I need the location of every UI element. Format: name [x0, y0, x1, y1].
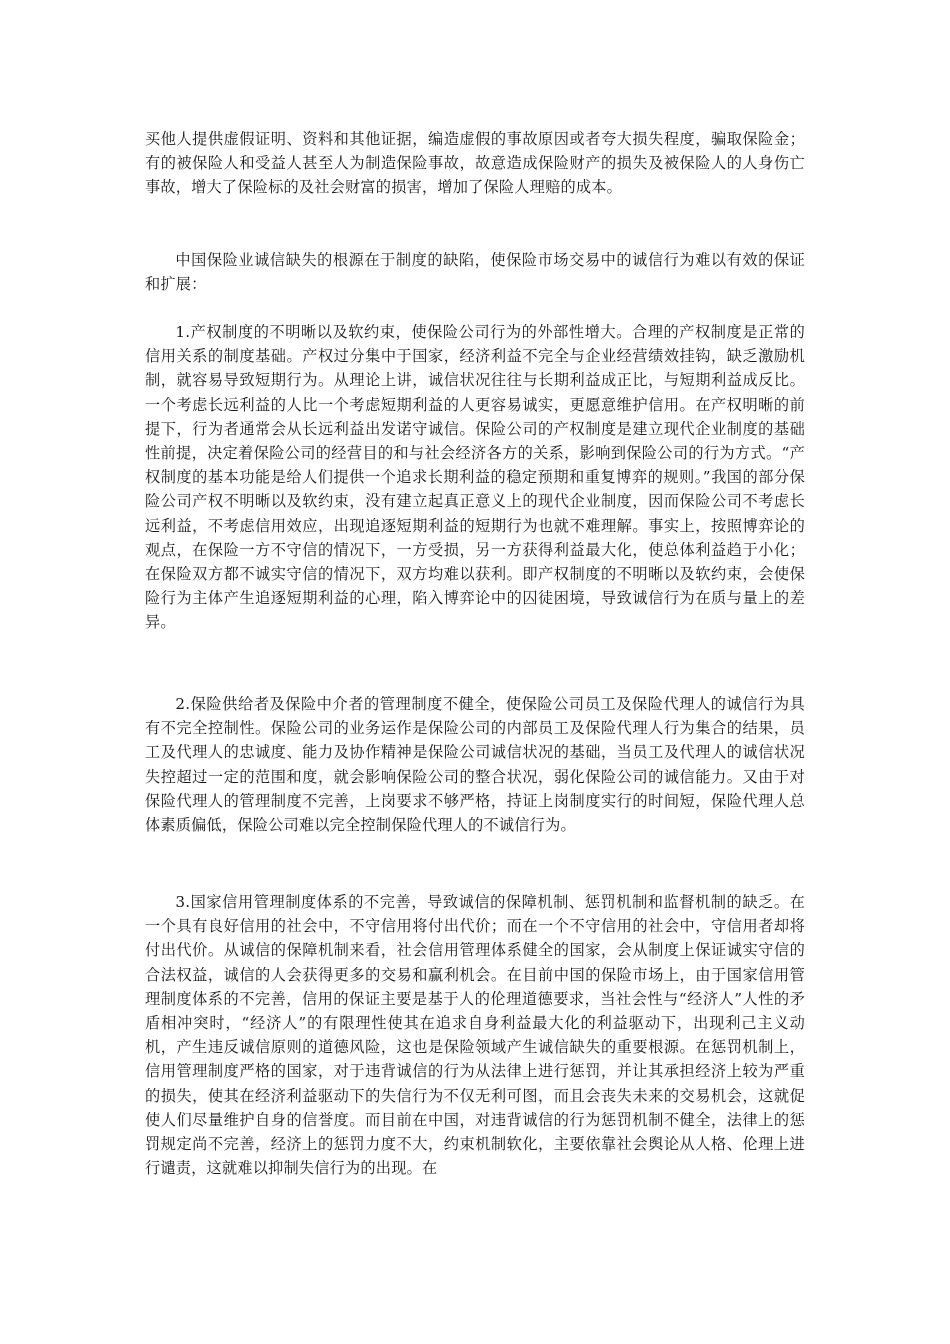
paragraph-text: 3.国家信用管理制度体系的不完善，导致诚信的保障机制、惩罚机制和监督机制的缺乏。在一个具有良好信用的社会中，不守信用将付出代价；而在一个不守信用的社会中，守信用者却将付出代价。从诚信的保障机制来看，社会信用管理体系健全的国家，会从制度上保证诚实守信的合法权益，诚信的人会获得更多的交易和赢利机会。在目前中国的保险市场上，由于国家信用管理制度体系的不完善，信用的保证主要是基于人的伦理道德要求，当社会性与“经济人”人性的矛盾相冲突时，“经济人”的有限理性使其在追求自身利益最大化的利益驱动下，出现利己主义动机，产生违反诚信原则的道德风险，这也是保险领域产生诚信缺失的重要根源。在惩罚机制上，信用管理制度严格的国家，对于违背诚信的行为从法律上进行惩罚，并让其承担经济上较为严重的损失，使其在经济利益驱动下的失信行为不仅无利可图，而且会丧失未来的交易机会，这就促使人们尽量维护自身的信誉度。而目前在中国，对违背诚信的行为惩罚机制不健全，法律上的惩罚规定尚不完善，经济上的惩罚力度不大，约束机制软化，主要依靠社会舆论从人格、伦理上进行谴责，这就难以抑制失信行为的出现。在: [145, 893, 805, 1178]
paragraph-point-1: [145, 320, 805, 635]
paragraph-text: 2.保险供给者及保险中介者的管理制度不健全，使保险公司员工及保险代理人的诚信行为具有不完全控制性。保险公司的业务运作是保险公司的内部员工及保险代理人行为集合的结果，员工及代理人的忠诚度、能力及协作精神是保险公司诚信状况的基础，当员工及代理人的诚信状况失控超过一定的范围和度，就会影响保险公司的整合状况，弱化保险公司的诚信能力。又由于对保险代理人的管理制度不完善，上岗要求不够严格，持证上岗制度实行的时间短，保险代理人总体素质偏低，保险公司难以完全控制保险代理人的不诚信行为。: [145, 695, 805, 835]
paragraph-text: 中国保险业诚信缺失的根源在于制度的缺陷，使保险市场交易中的诚信行为难以有效的保证和扩展：: [145, 251, 805, 294]
paragraph-continuation: [145, 127, 805, 200]
paragraph-point-2: [145, 692, 805, 837]
paragraph-text: 1.产权制度的不明晰以及软约束，使保险公司行为的外部性增大。合理的产权制度是正常的信用关系的制度基础。产权过分集中于国家，经济利益不完全与企业经营绩效挂钩，缺乏激励机制，就容易导致短期行为。从理论上讲，诚信状况往往与长期利益成正比，与短期利益成反比。一个考虑长远利益的人比一个考虑短期利益的人更容易诚实，更愿意维护信用。在产权明晰的前提下，行为者通常会从长远利益出发诺守诚信。保险公司的产权制度是建立现代企业制度的基础性前提，决定着保险公司的经营目的和与社会经济各方的关系，影响到保险公司的行为方式。“产权制度的基本功能是给人们提供一个追求长期利益的稳定预期和重复博弈的规则。”我国的部分保险公司产权不明晰以及软约束，没有建立起真正意义上的现代企业制度，因而保险公司不考虑长远利益，不考虑信用效应，出现追逐短期利益的短期行为也就不难理解。事实上，按照博弈论的观点，在保险一方不守信的情况下，一方受损，另一方获得利益最大化，使总体利益趋于小化；在保险双方都不诚实守信的情况下，双方均难以获利。即产权制度的不明晰以及软约束，会使保险行为主体产生追逐短期利益的心理，陷入博弈论中的囚徒困境，导致诚信行为在质与量上的差异。: [145, 323, 805, 632]
paragraph-root-cause: [145, 248, 805, 296]
paragraph-point-3: [145, 890, 805, 1180]
paragraph-text: 买他人提供虚假证明、资料和其他证据，编造虚假的事故原因或者夸大损失程度，骗取保险金；有的被保险人和受益人甚至人为制造保险事故，故意造成保险财产的损失及被保险人的人身伤亡事故，增大了保险标的及社会财富的损害，增加了保险人理赔的成本。: [145, 130, 805, 197]
